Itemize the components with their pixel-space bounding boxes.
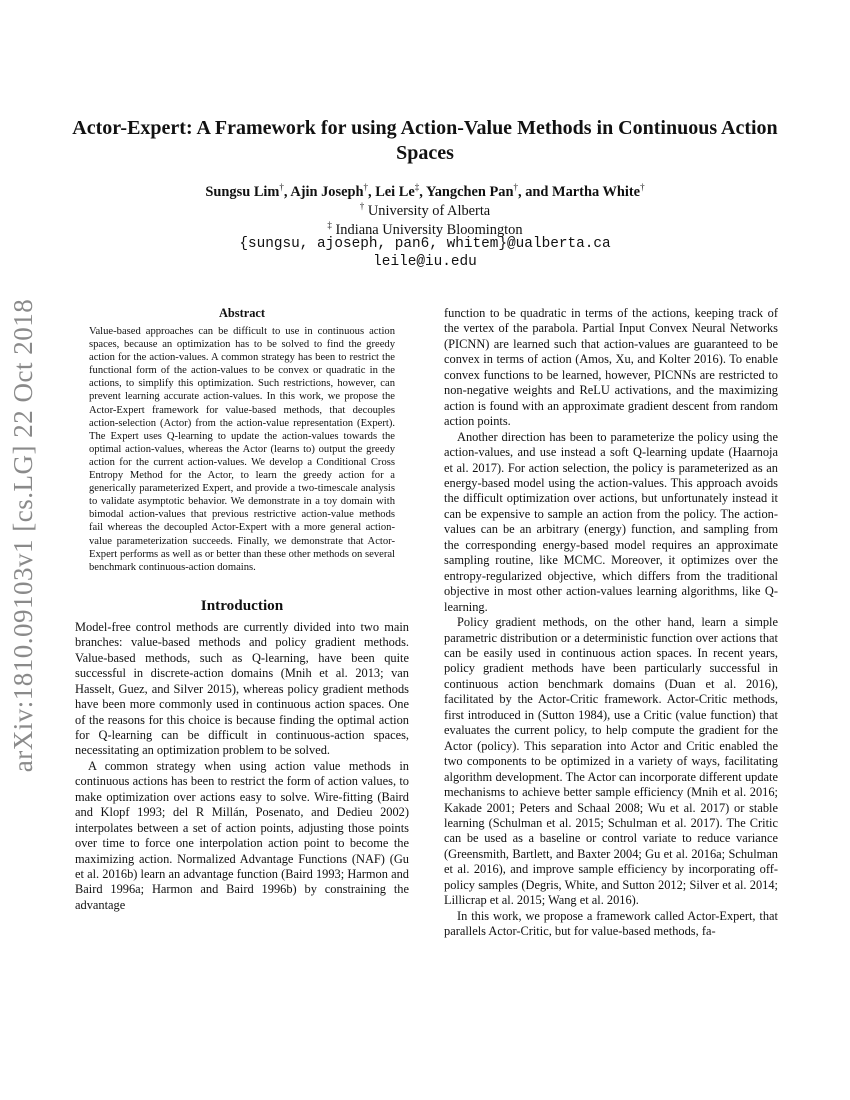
abstract-text: Value-based approaches can be difficult to use in continuous action spaces, because an optimization has to be solved to find the greedy action for the action-values. A common strategy has been to restrict the functional form of the action-values to be convex or quadratic in the actions, to simplify this optimization. Such restrictions, however, can prevent learning accurate action-values. In this work, we propose the Actor-Expert framework for value-based methods, that decouples action-selection (Actor) from the action-value representation (Expert). The Expert uses Q-learning to update the action-values towards the optimal action-values, whereas the Actor (learns to) output the greedy action for the current action-values. We develop a Conditional Cross Entropy Method for the Actor, to learn the greedy action for a generically parameterized Expert, and provide a two-timescale analysis to validate asymptotic behavior. We demonstrate in a toy domain with bimodal action-values that previous restrictive action-value methods fail whereas the decoupled Actor-Expert with a more general action-value parameterization succeeds. Finally, we demonstrate that Actor-Expert performs as well as or better than these other methods on several benchmark continuous-action domains. [89, 326, 395, 573]
author-name: Ajin Joseph [290, 183, 364, 200]
abstract-heading: Abstract [218, 306, 266, 320]
author-separator: , [367, 183, 376, 200]
affiliation-mark: † [513, 182, 518, 192]
affiliation-mark: † [363, 182, 368, 192]
intro-paragraph-1: Model-free control methods are currently divided into two main branches: value-based methods and policy gradient methods. Value-based methods, such as Q-learning, have been quite successful in discrete-action domains (Mnih et al. 2013; van Hasselt, Guez, and Silver 2015), whereas policy gradient methods have been more commonly used in continuous action spaces. One of the reasons for this choice is because finding the optimal action for Q-learning can be difficult in continuous-action spaces, necessitating an optimization problem to be solved. [75, 619, 409, 758]
author-name: Yangchen Pan [425, 183, 514, 200]
arxiv-stamp [4, 300, 44, 770]
arxiv-stamp-text: arXiv:1810.09103v1 [cs.LG] 22 Oct 2018 [8, 298, 39, 772]
author-name: Sungsu Lim [205, 183, 280, 200]
intro-paragraph-5: Policy gradient methods, on the other hand, learn a simple parametric distribution or a deterministic function over actions that can be easily used in continuous action spaces. In recent years, policy gradient methods have been particularly successful in continuous action benchmark domains (Duan et al. 2016), facilitated by the Actor-Critic framework. Actor-Critic methods, first introduced in (Sutton 1984), use a Critic (value function) that evaluates the current policy, to help compute the gradient for the Actor (policy). This separation into Actor and Critic enabled the two components to be optimized in a variety of ways, facilitating algorithm development. The Actor can incorporate different update mechanisms to achieve better sample efficiency (Mnih et al. 2016; Kakade 2001; Peters and Schaal 2008; Wu et al. 2017) or stable learning (Schulman et al. 2015; Schulman et al. 2017). The Critic can be used as a baseline or control variate to reduce variance (Greensmith, Bartlett, and Baxter 2004; Gu et al. 2016a; Schulman et al. 2016), and improve sample efficiency by incorporating off-policy samples (Degris, White, and Sutton 2012; Silver et al. 2014; Lillicrap et al. 2015; Wang et al. 2016). [444, 615, 778, 908]
intro-paragraph-4: Another direction has been to parameterize the policy using the action-values, and use instead a soft Q-learning update (Haarnoja et al. 2017). For action selection, the policy is parameterized as an energy-based model using the action-values. This approach avoids the difficult optimization over actions, but unfortunately instead it can be expensive to sample an action from the policy. The action-values can be an arbitrary (energy) function, and sampling from the corresponding energy-based model requires an approximate sampling routine, like MCMC. Moreover, it optimizes over the entropy-regularized objective, which differs from the traditional objective in most other action-values learning algorithms, like Q-learning. [444, 429, 778, 614]
introduction-heading: Introduction [200, 596, 284, 614]
paper-title: Actor-Expert: A Framework for using Action-Value Methods in Continuous Action Spaces [72, 117, 778, 164]
author-name: Martha White [552, 183, 641, 200]
affiliation-mark: ‡ [327, 220, 332, 230]
affiliation-mark: † [279, 182, 284, 192]
affiliation-mark: ‡ [414, 182, 420, 192]
email-line-2: leile@iu.edu [373, 254, 477, 270]
author-separator: , [283, 183, 291, 200]
left-column [75, 305, 409, 913]
affiliation-mark: † [640, 182, 645, 192]
affiliation-name: Indiana University Bloomington [335, 221, 523, 238]
author-separator: , and [518, 183, 552, 200]
intro-paragraph-6: In this work, we propose a framework called Actor-Expert, that parallels Actor-Critic, but for value-based methods, fa- [444, 908, 778, 939]
email-line-1: {sungsu, ajoseph, pan6, whitem}@ualberta.ca [239, 236, 611, 252]
author-name: Lei Le [375, 183, 415, 200]
affiliation-mark: † [359, 201, 365, 211]
intro-paragraph-3: function to be quadratic in terms of the actions, keeping track of the vertex of the parabola. Partial Input Convex Neural Networks (PICNN) are learned such that action-values are guaranteed to be convex in terms of action (Amos, Xu, and Kolter 2016). To enable convex functions to be learned, however, PICNNs are restricted to non-negative weights and ReLU activations, and the maximizing action is found with an approximate gradient descent from random action points. [444, 306, 778, 429]
affiliation-name: University of Alberta [367, 202, 491, 219]
author-separator: , [419, 183, 426, 200]
right-column [444, 306, 778, 940]
intro-paragraph-2: A common strategy when using action value methods in continuous actions has been to restrict the form of action values, to make optimization over actions easy to solve. Wire-fitting (Baird and Klopf 1993; del R Millán, Posenato, and Dedieu 2002) interpolates between a set of action points, adjusting those points over time to force one interpolation action point to become the maximizing action. Normalized Advantage Functions (NAF) (Gu et al. 2016b) learn an advantage function (Baird 1993; Harmon and Baird 1996a; Harmon and Baird 1996b) by constraining the advantage [75, 758, 409, 912]
